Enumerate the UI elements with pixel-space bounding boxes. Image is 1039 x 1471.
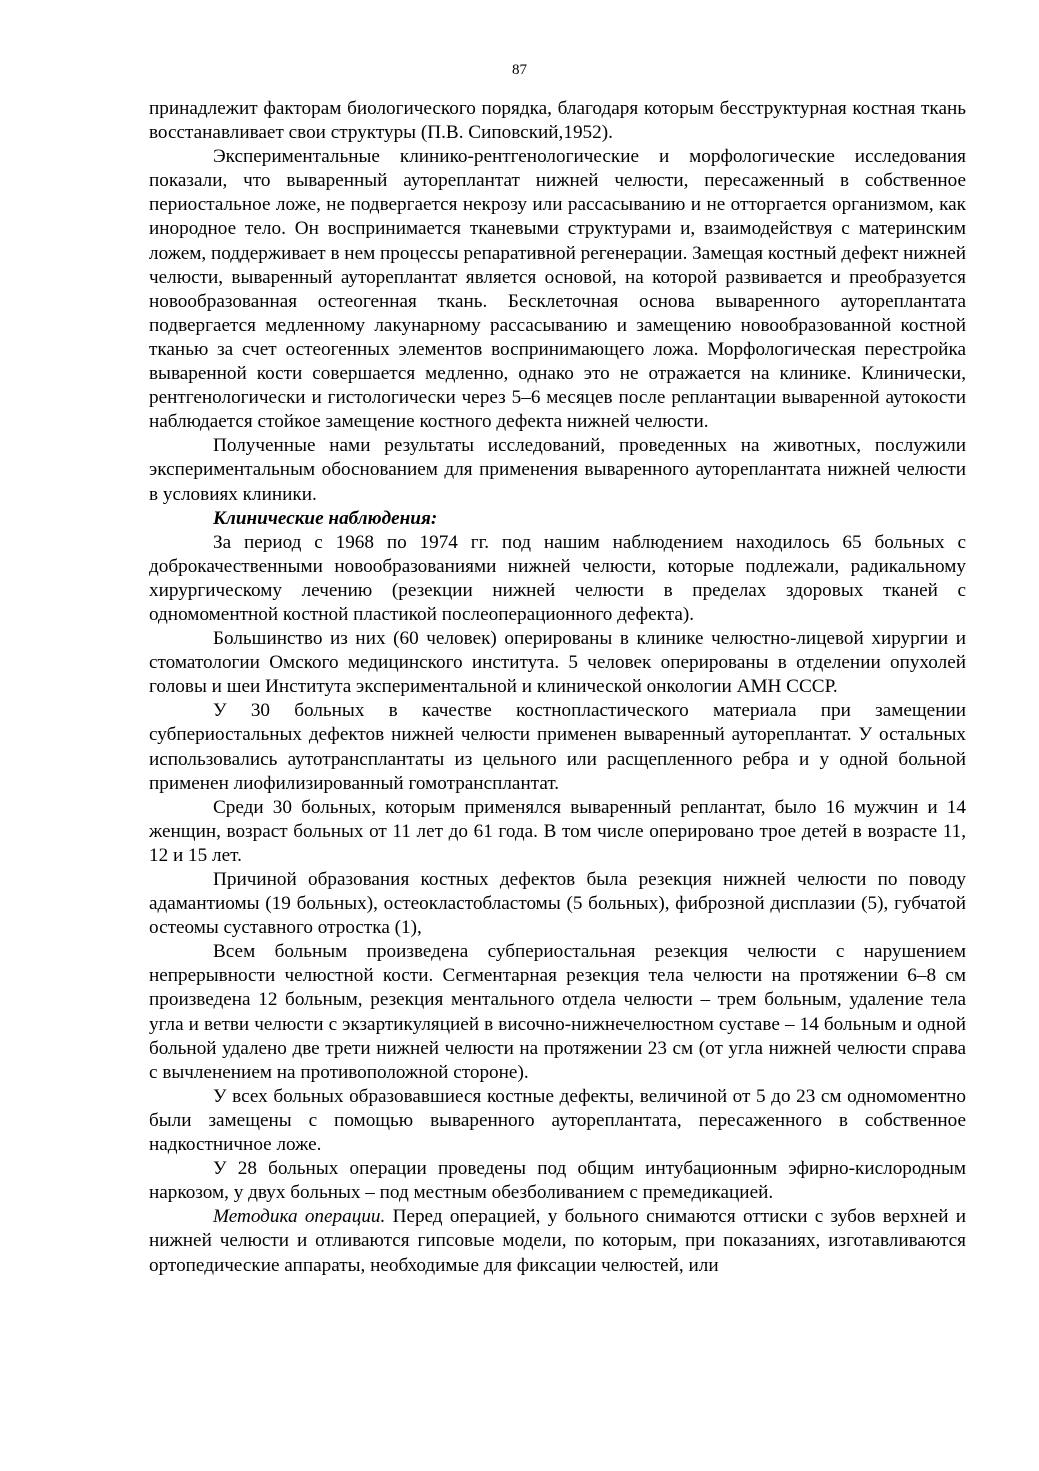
paragraph-experimental-studies: Экспериментальные клинико-рентгенологические и морфологические исследования показали, что вываренный аутореплантат нижней челюсти, пересаженный в собственное периостальное ложе, не подвергается некрозу или рассасыванию и не отторгается организмом, как инородное тело. Он воспринимается тканевыми структурами и, взаимодействуя с материнским ложем, поддерживает в нем процессы репаративной регенерации. Замещая костный дефект нижней челюсти, вываренный аутореплантат является основой, на которой развивается и преобразуется новообразованная остеогенная ткань. Бесклеточная основа вываренного аутореплантата подвергается медленному лакунарному рассасыванию и замещению новообразованной костной тканью за счет остеогенных элементов воспринимающего ложа. Морфологическая перестройка вываренной кости совершается медленно, однако это не отражается на клинике. Клинически, рентгенологически и гистологически через 5–6 месяцев после реплантации вываренной аутокости наблюдается стойкое замещение костного дефекта нижней челюсти.: [149, 146, 966, 433]
paragraph-patient-demographics: Среди 30 больных, которым применялся вываренный реплантат, было 16 мужчин и 14 женщин, возраст больных от 11 лет до 61 года. В том числе оперировано трое детей в возрасте 11, 12 и 15 лет.: [149, 796, 966, 866]
paragraph-continuation: принадлежит факторам биологического порядка, благодаря которым бесструктурная костная ткань восстанавливает свои структуры (П.В. Сиповский,1952).: [149, 98, 966, 144]
paragraph-majority-operated: Большинство из них (60 человек) оперированы в клинике челюстно-лицевой хирургии и стоматологии Омского медицинского института. 5 человек оперированы в отделении опухолей головы и шеи Института экспериментальной и клинической онкологии АМН СССР.: [149, 628, 966, 698]
document-body: [149, 97, 966, 1278]
section-heading-clinical-observations: Клинические наблюдения:: [213, 507, 438, 529]
paragraph-results-basis: Полученные нами результаты исследований, проведенных на животных, послужили экспериментальным обоснованием для применения вываренного аутореплантата нижней челюсти в условиях клиники.: [149, 435, 966, 505]
paragraph-resection-details: Всем больным произведена субпериостальная резекция челюсти с нарушением непрерывности челюстной кости. Сегментарная резекция тела челюсти на протяжении 6–8 см произведена 12 больным, резекция ментального отдела челюсти – трем больным, удаление тела угла и ветви челюсти с экзартикуляцией в височно-нижнечелюстном суставе – 14 больным и одной больной удалено две трети нижней челюсти на протяжении 23 см (от угла нижней челюсти справа с вычленением на противоположной стороне).: [149, 941, 966, 1083]
operation-method-text: Перед операцией, у больного снимаются оттиски с зубов верхней и нижней челюсти и отливаются гипсовые модели, по которым, при показаниях, изготавливаются ортопедические аппараты, необходимые для фиксации челюстей, или: [149, 1206, 966, 1276]
paragraph-operation-method: [149, 1205, 966, 1277]
page-number: 87: [512, 62, 527, 78]
paragraph-graft-material: У 30 больных в качестве костнопластического материала при замещении субпериостальных дефектов нижней челюсти применен вываренный аутореплантат. У остальных использовались аутотрансплантаты из цельного или расщепленного ребра и у одной больной применен лиофилизированный гомотрансплантат.: [149, 700, 966, 794]
paragraph-observation-period: За период с 1968 по 1974 гг. под нашим наблюдением находилось 65 больных с доброкачественными новообразованиями нижней челюсти, которые подлежали, радикальному хирургическому лечению (резекции нижней челюсти в пределах здоровых тканей с одномоментной костной пластикой послеоперационного дефекта).: [149, 531, 966, 625]
operation-method-lead: Методика операции.: [213, 1206, 386, 1228]
paragraph-anesthesia: У 28 больных операции проведены под общим интубационным эфирно-кислородным наркозом, у двух больных – под местным обезболиванием с премедикацией.: [149, 1158, 966, 1204]
paragraph-defect-replacement: У всех больных образовавшиеся костные дефекты, величиной от 5 до 23 см одномоментно были замещены с помощью вываренного аутореплантата, пересаженного в собственное надкостничное ложе.: [149, 1085, 966, 1156]
paragraph-defect-causes: Причиной образования костных дефектов была резекция нижней челюсти по поводу адамантиомы (19 больных), остеокластобластомы (5 больных), фиброзной дисплазии (5), губчатой остеомы суставного отростка (1),: [149, 869, 966, 939]
